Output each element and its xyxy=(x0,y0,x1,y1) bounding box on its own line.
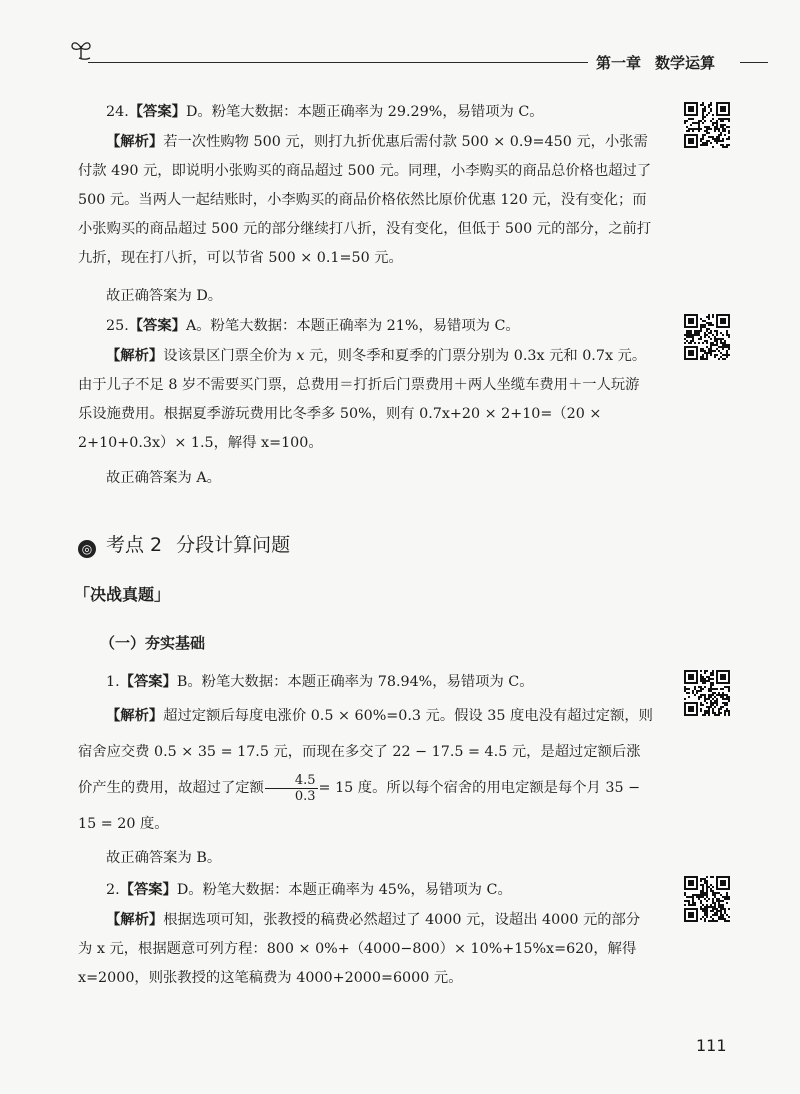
chapter-heading xyxy=(596,52,715,73)
q24-answer-line: 24.【答案】D。粉笔大数据：本题正确率为 29.29%，易错项为 C。 xyxy=(106,104,544,120)
chapter-number: 第一章 xyxy=(596,54,642,72)
q1-conclusion: 故正确答案为 B。 xyxy=(106,850,222,866)
bracket-open: 「 xyxy=(74,585,91,604)
q1-answer-line: 1.【答案】B。粉笔大数据：本题正确率为 78.94%，易错项为 C。 xyxy=(106,674,534,690)
section-title: 分段计算问题 xyxy=(176,534,291,556)
q24-conclusion: 故正确答案为 D。 xyxy=(106,288,223,304)
subheading-basics: （一）夯实基础 xyxy=(100,634,206,652)
qr-code[interactable] xyxy=(684,314,730,360)
section-label: 考点 2 xyxy=(106,534,163,556)
qr-code[interactable] xyxy=(684,670,730,716)
chapter-title: 数学运算 xyxy=(655,54,716,72)
q25-conclusion: 故正确答案为 A。 xyxy=(106,470,221,486)
bracket-close: 」 xyxy=(154,585,171,604)
q2-answer-line: 2.【答案】D。粉笔大数据：本题正确率为 45%，易错项为 C。 xyxy=(106,882,512,898)
qr-code[interactable] xyxy=(684,876,730,922)
fraction: $\frac{4.5}{0.3}$ xyxy=(265,773,318,804)
target-icon: ◎ xyxy=(78,540,96,558)
q1-analysis: 【解析】超过定额后每度电涨价 0.5 × 60%=0.3 元。假设 35 度电没有超过定额，则宿舍应交费 0.5 × 35 = 17.5 元，而现在多交了 22 − 17.5 = 4.5 元，是超过定额后涨价产生的费用，故超过了定额 $\frac{4.5}{0.3}$ = 15 度。所以每个宿舍的用电定额是每个月 35 − 15 = 20 度。 xyxy=(78,708,653,832)
q25-answer-line: 25.【答案】A。粉笔大数据：本题正确率为 21%，易错项为 C。 xyxy=(106,318,520,334)
q25-analysis: 【解析】设该景区门票全价为 x 元，则冬季和夏季的门票分别为 0.3x 元和 0.7x 元。由于儿子不足 8 岁不需要买门票，总费用＝打折后门票费用＋两人坐缆车费用＋一人玩游乐设施费用。根据夏季游玩费用比冬季多 50%，则有 0.7x+20 × 2+10=（20 × 2+10+0.3x）× 1.5，解得 x=100。 xyxy=(78,348,647,451)
qr-code[interactable] xyxy=(684,102,730,148)
header-rule-right xyxy=(740,62,768,63)
sprout-icon xyxy=(70,38,92,60)
header-rule xyxy=(88,62,588,63)
q2-analysis: 【解析】根据选项可知，张教授的稿费必然超过了 4000 元，设超出 4000 元的部分为 x 元，根据题意可列方程：800 × 0%+（4000−800）× 10%+15%x=620，解得 x=2000，则张教授的这笔稿费为 4000+2000=6000 元。 xyxy=(78,912,641,986)
page-number: 111 xyxy=(696,1036,727,1055)
section-heading xyxy=(78,530,290,558)
q24-analysis: 【解析】若一次性购物 500 元，则打九折优惠后需付款 500 × 0.9=450 元，小张需付款 490 元，即说明小张购买的商品超过 500 元。同理，小李购买的商品总价格也超过了 500 元。当两人一起结账时，小李购买的商品价格依然比原价优惠 120 元，没有变化；而小张购买的商品超过 500 元的部分继续打八折，没有变化，但低于 500 元的部分，之前打九折，现在打八折，可以节省 500 × 0.1=50 元。 xyxy=(78,134,652,266)
subheading-real-exam: 「决战真题」 xyxy=(74,585,171,604)
